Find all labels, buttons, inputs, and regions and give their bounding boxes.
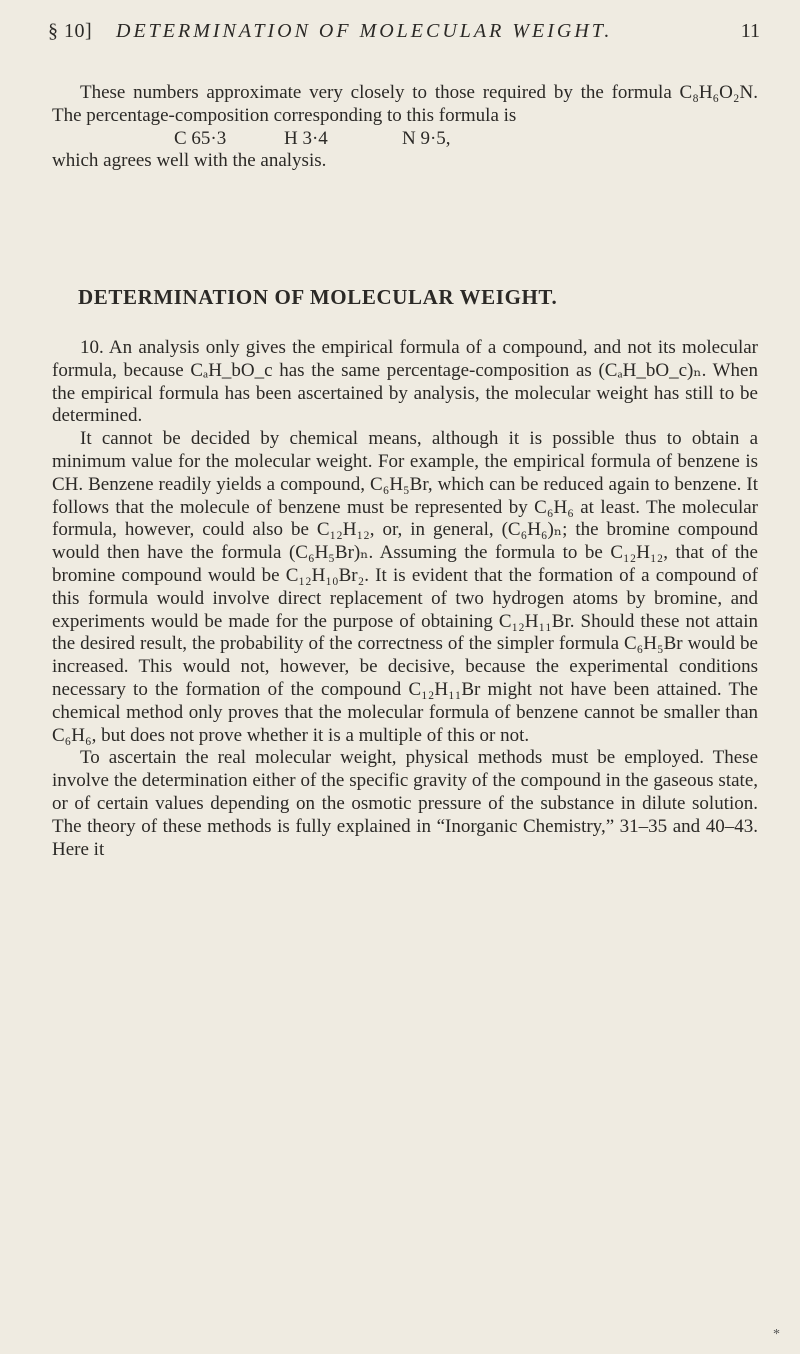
intro-block (52, 82, 758, 173)
nitrogen-value: N 9·5, (402, 127, 451, 149)
main-text (52, 337, 758, 861)
page-number: 11 (740, 20, 760, 42)
carbon-value: C 65·3 (174, 127, 227, 149)
composition-values (52, 128, 758, 151)
margin-mark: * (773, 1327, 780, 1342)
paragraph-2: It cannot be decided by chemical means, although it is possible thus to obtain a minimum value for the molecular weight. For example, the empirical formula of benzene is CH. Benzene readily yields a compound, C₆H₅Br, which can be reduced again to benzene. It follows that the molecule of benzene must be represented by C₆H₆ at least. The molecular formula, however, could also be C₁₂H₁₂, or, in general, (C₆H₆)ₙ; the bromine compound would then have the formula (C₆H₅Br)ₙ. Assuming the formula to be C₁₂H₁₂, that of the bromine compound would be C₁₂H₁₀Br₂. It is evident that the formation of a compound of this formula would involve direct replacement of two hydrogen atoms by bromine, and experiments would be made for the purpose of obtaining C₁₂H₁₁Br. Should these not attain the desired result, the probability of the correctness of the simpler formula C₆H₅Br would be increased. This would not, however, be decisive, because the experimental conditions necessary to the formation of the compound C₁₂H₁₁Br might not have been attained. The chemical method only proves that the molecular formula of benzene cannot be smaller than C₆H₆, but does not prove whether it is a multiple of this or not. (52, 428, 758, 746)
intro-text: These numbers approximate very closely to those required by the formula C₈H₆O₂N. The percentage-composition corresponding to this formula is (52, 82, 758, 126)
running-head (48, 20, 760, 50)
section-number: § 10] (48, 20, 93, 42)
paragraph-3: To ascertain the real molecular weight, physical methods must be employed. These involve the determination either of the specific gravity of the compound in the gaseous state, or of certain values depending on the osmotic pressure of the substance in dilute solution. The theory of these methods is fully explained in “Inorganic Chemistry,” 31–35 and 40–43. Here it (52, 747, 758, 860)
paragraph-1: 10. An analysis only gives the empirical formula of a compound, and not its molecular formula, because CₐH_bO_c has the same percentage-composition as (CₐH_bO_c)ₙ. When the empirical formula has been ascertained by analysis, the molecular weight has still to be determined. (52, 337, 758, 427)
running-title: DETERMINATION OF MOLECULAR WEIGHT. (116, 20, 613, 42)
intro-conclusion: which agrees well with the analysis. (52, 150, 327, 172)
section-heading: DETERMINATION OF MOLECULAR WEIGHT. (78, 285, 558, 309)
hydrogen-value: H 3·4 (284, 127, 328, 149)
